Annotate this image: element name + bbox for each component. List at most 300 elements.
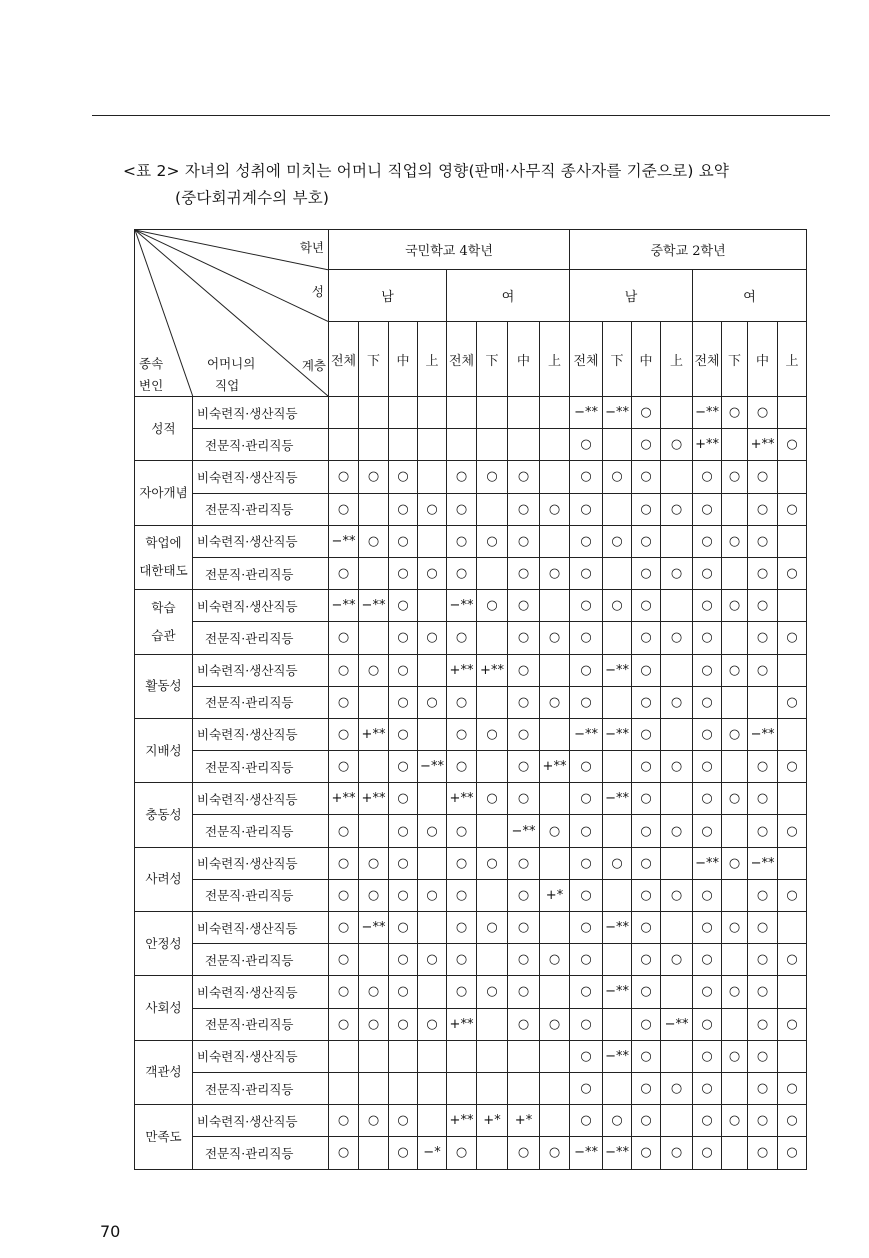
coefficient-sign-cell: ○ bbox=[359, 654, 389, 686]
coefficient-sign-cell: ○ bbox=[389, 783, 418, 815]
coefficient-sign-cell: ○ bbox=[418, 622, 447, 654]
coefficient-sign-cell: ○ bbox=[722, 397, 748, 429]
coefficient-sign-cell: ○ bbox=[722, 1040, 748, 1072]
coefficient-sign-cell: ○ bbox=[570, 879, 603, 911]
coefficient-sign-cell: ○ bbox=[570, 944, 603, 976]
coefficient-sign-cell: +* bbox=[477, 1105, 508, 1137]
coefficient-sign-cell: ○ bbox=[603, 847, 632, 879]
coefficient-sign-cell bbox=[418, 429, 447, 461]
coefficient-sign-cell: ○ bbox=[477, 912, 508, 944]
coefficient-sign-cell: ○ bbox=[447, 718, 477, 750]
coefficient-sign-cell: ○ bbox=[722, 590, 748, 622]
coefficient-sign-cell bbox=[329, 1040, 359, 1072]
coefficient-sign-cell: ○ bbox=[661, 557, 693, 589]
class-header: 上 bbox=[418, 322, 447, 397]
coefficient-sign-cell: −** bbox=[603, 783, 632, 815]
coefficient-sign-cell: ○ bbox=[447, 976, 477, 1008]
dependent-label-1: 종속 bbox=[139, 356, 164, 371]
coefficient-sign-cell: ○ bbox=[693, 718, 722, 750]
coefficient-sign-cell: ○ bbox=[329, 879, 359, 911]
coefficient-sign-cell bbox=[722, 751, 748, 783]
coefficient-sign-cell bbox=[359, 815, 389, 847]
coefficient-sign-cell: +** bbox=[693, 429, 722, 461]
coefficient-sign-cell: ○ bbox=[603, 525, 632, 557]
coefficient-sign-cell bbox=[722, 879, 748, 911]
table-row bbox=[135, 686, 807, 718]
occupation-label: 전문직·관리직등 bbox=[193, 686, 329, 718]
coefficient-sign-cell: ○ bbox=[329, 1105, 359, 1137]
coefficient-sign-cell: ○ bbox=[778, 1008, 807, 1040]
coefficient-sign-cell: −** bbox=[329, 525, 359, 557]
coefficient-sign-cell: ○ bbox=[748, 1072, 778, 1104]
coefficient-sign-cell: ○ bbox=[540, 944, 570, 976]
coefficient-sign-cell bbox=[603, 1072, 632, 1104]
coefficient-sign-cell bbox=[359, 429, 389, 461]
mother-label-1: 어머니의 bbox=[207, 356, 256, 371]
coefficient-sign-cell: ○ bbox=[329, 686, 359, 718]
coefficient-sign-cell: ○ bbox=[778, 429, 807, 461]
coefficient-sign-cell: ○ bbox=[693, 654, 722, 686]
occupation-label: 전문직·관리직등 bbox=[193, 493, 329, 525]
coefficient-sign-cell: ○ bbox=[447, 944, 477, 976]
coefficient-sign-cell bbox=[359, 622, 389, 654]
coefficient-sign-cell bbox=[477, 879, 508, 911]
coefficient-sign-cell: +** bbox=[540, 751, 570, 783]
coefficient-sign-cell bbox=[778, 590, 807, 622]
dependent-variable-label: 만족도 bbox=[135, 1105, 193, 1169]
dependent-variable-label: 활동성 bbox=[135, 654, 193, 718]
coefficient-sign-cell: ○ bbox=[632, 525, 661, 557]
coefficient-sign-cell bbox=[477, 751, 508, 783]
occupation-label: 비숙련직·생산직등 bbox=[193, 525, 329, 557]
coefficient-sign-cell: ○ bbox=[570, 654, 603, 686]
coefficient-sign-cell bbox=[477, 1040, 508, 1072]
class-label: 계층 bbox=[301, 358, 326, 373]
coefficient-sign-cell: ○ bbox=[329, 944, 359, 976]
coefficient-sign-cell: ○ bbox=[389, 718, 418, 750]
coefficient-sign-cell: ○ bbox=[329, 718, 359, 750]
coefficient-sign-cell bbox=[778, 847, 807, 879]
coefficient-sign-cell bbox=[447, 429, 477, 461]
coefficient-sign-cell: ○ bbox=[329, 751, 359, 783]
coefficient-sign-cell bbox=[418, 1105, 447, 1137]
coefficient-sign-cell: −** bbox=[359, 912, 389, 944]
coefficient-sign-cell: ○ bbox=[632, 429, 661, 461]
coefficient-sign-cell: ○ bbox=[359, 1105, 389, 1137]
coefficient-sign-cell bbox=[540, 783, 570, 815]
coefficient-sign-cell: −** bbox=[748, 718, 778, 750]
occupation-label: 비숙련직·생산직등 bbox=[193, 912, 329, 944]
coefficient-sign-cell: ○ bbox=[661, 1137, 693, 1169]
dependent-variable-label: 사회성 bbox=[135, 976, 193, 1040]
class-header: 下 bbox=[722, 322, 748, 397]
coefficient-sign-cell: ○ bbox=[389, 493, 418, 525]
class-header: 中 bbox=[632, 322, 661, 397]
table-body bbox=[135, 397, 807, 1170]
coefficient-sign-cell: ○ bbox=[359, 879, 389, 911]
coefficient-sign-cell: ○ bbox=[329, 976, 359, 1008]
coefficient-sign-cell bbox=[722, 815, 748, 847]
coefficient-sign-cell: ○ bbox=[748, 751, 778, 783]
coefficient-sign-cell: +* bbox=[508, 1105, 540, 1137]
coefficient-sign-cell: ○ bbox=[540, 622, 570, 654]
coefficient-sign-cell bbox=[329, 1072, 359, 1104]
coefficient-sign-cell bbox=[389, 397, 418, 429]
coefficient-sign-cell: ○ bbox=[447, 622, 477, 654]
occupation-label: 전문직·관리직등 bbox=[193, 751, 329, 783]
coefficient-sign-cell bbox=[540, 976, 570, 1008]
coefficient-sign-cell: ○ bbox=[570, 751, 603, 783]
coefficient-sign-cell: ○ bbox=[570, 493, 603, 525]
coefficient-sign-cell: ○ bbox=[722, 1105, 748, 1137]
coefficient-sign-cell: ○ bbox=[778, 1072, 807, 1104]
dependent-variable-label: 안정성 bbox=[135, 912, 193, 976]
coefficient-sign-cell: ○ bbox=[632, 1105, 661, 1137]
coefficient-sign-cell: ○ bbox=[389, 976, 418, 1008]
coefficient-sign-cell: ○ bbox=[778, 1105, 807, 1137]
coefficient-sign-cell: ○ bbox=[389, 944, 418, 976]
coefficient-sign-cell: ○ bbox=[748, 493, 778, 525]
coefficient-sign-cell bbox=[661, 912, 693, 944]
coefficient-sign-cell: ○ bbox=[693, 1008, 722, 1040]
coefficient-sign-cell: ○ bbox=[508, 1137, 540, 1169]
coefficient-sign-cell bbox=[603, 944, 632, 976]
occupation-label: 비숙련직·생산직등 bbox=[193, 783, 329, 815]
coefficient-sign-cell: ○ bbox=[748, 879, 778, 911]
coefficient-sign-cell: ○ bbox=[661, 686, 693, 718]
coefficient-sign-cell bbox=[661, 525, 693, 557]
coefficient-sign-cell: ○ bbox=[418, 493, 447, 525]
coefficient-sign-cell: ○ bbox=[540, 815, 570, 847]
coefficient-sign-cell bbox=[661, 654, 693, 686]
coefficient-sign-cell: ○ bbox=[693, 944, 722, 976]
coefficient-sign-cell bbox=[359, 1072, 389, 1104]
coefficient-sign-cell bbox=[778, 783, 807, 815]
coefficient-sign-cell: ○ bbox=[748, 1137, 778, 1169]
coefficient-sign-cell: ○ bbox=[661, 879, 693, 911]
coefficient-sign-cell bbox=[447, 1072, 477, 1104]
coefficient-sign-cell: ○ bbox=[748, 912, 778, 944]
coefficient-sign-cell: ○ bbox=[632, 912, 661, 944]
coefficient-sign-cell: −** bbox=[603, 1137, 632, 1169]
coefficient-sign-cell bbox=[722, 686, 748, 718]
coefficient-sign-cell: ○ bbox=[540, 493, 570, 525]
class-header: 전체 bbox=[693, 322, 722, 397]
coefficient-sign-cell: ○ bbox=[693, 686, 722, 718]
coefficient-sign-cell bbox=[418, 397, 447, 429]
coefficient-sign-cell bbox=[661, 461, 693, 493]
coefficient-sign-cell: +** bbox=[748, 429, 778, 461]
coefficient-sign-cell: ○ bbox=[389, 1105, 418, 1137]
coefficient-sign-cell: ○ bbox=[389, 686, 418, 718]
coefficient-sign-cell: ○ bbox=[693, 815, 722, 847]
coefficient-sign-cell: ○ bbox=[722, 525, 748, 557]
coefficient-sign-cell: ○ bbox=[722, 847, 748, 879]
coefficient-sign-cell bbox=[418, 1072, 447, 1104]
coefficient-sign-cell: ○ bbox=[447, 751, 477, 783]
coefficient-sign-cell: ○ bbox=[632, 1040, 661, 1072]
coefficient-sign-cell: ○ bbox=[508, 751, 540, 783]
table-row bbox=[135, 525, 807, 557]
coefficient-sign-cell: ○ bbox=[693, 622, 722, 654]
coefficient-sign-cell: ○ bbox=[329, 654, 359, 686]
coefficient-sign-cell bbox=[418, 461, 447, 493]
coefficient-sign-cell: ○ bbox=[748, 815, 778, 847]
coefficient-sign-cell: ○ bbox=[778, 557, 807, 589]
coefficient-sign-cell: +** bbox=[447, 783, 477, 815]
coefficient-sign-cell: ○ bbox=[693, 1040, 722, 1072]
coefficient-sign-cell: ○ bbox=[570, 429, 603, 461]
table-row bbox=[135, 557, 807, 589]
table-caption bbox=[123, 158, 843, 212]
coefficient-sign-cell bbox=[540, 590, 570, 622]
coefficient-sign-cell: ○ bbox=[748, 557, 778, 589]
coefficient-sign-cell: ○ bbox=[603, 590, 632, 622]
coefficient-sign-cell: ○ bbox=[693, 976, 722, 1008]
class-header: 下 bbox=[603, 322, 632, 397]
coefficient-sign-cell: ○ bbox=[508, 879, 540, 911]
coefficient-sign-cell: ○ bbox=[359, 461, 389, 493]
coefficient-sign-cell: ○ bbox=[778, 493, 807, 525]
coefficient-sign-cell: −* bbox=[418, 1137, 447, 1169]
coefficient-sign-cell: ○ bbox=[570, 1008, 603, 1040]
coefficient-sign-cell bbox=[508, 1072, 540, 1104]
coefficient-sign-cell: ○ bbox=[693, 461, 722, 493]
coefficient-sign-cell: ○ bbox=[508, 1008, 540, 1040]
results-table bbox=[134, 229, 807, 1170]
coefficient-sign-cell: ○ bbox=[632, 397, 661, 429]
coefficient-sign-cell: ○ bbox=[632, 751, 661, 783]
coefficient-sign-cell: ○ bbox=[447, 686, 477, 718]
coefficient-sign-cell: ○ bbox=[570, 783, 603, 815]
top-rule bbox=[92, 115, 830, 116]
coefficient-sign-cell: ○ bbox=[508, 461, 540, 493]
coefficient-sign-cell bbox=[389, 1072, 418, 1104]
coefficient-sign-cell bbox=[778, 461, 807, 493]
table-row bbox=[135, 783, 807, 815]
occupation-label: 전문직·관리직등 bbox=[193, 1072, 329, 1104]
coefficient-sign-cell: ○ bbox=[540, 686, 570, 718]
coefficient-sign-cell: ○ bbox=[477, 976, 508, 1008]
coefficient-sign-cell: ○ bbox=[508, 590, 540, 622]
coefficient-sign-cell: ○ bbox=[632, 1008, 661, 1040]
coefficient-sign-cell: ○ bbox=[329, 622, 359, 654]
coefficient-sign-cell: ○ bbox=[389, 654, 418, 686]
coefficient-sign-cell: ○ bbox=[632, 590, 661, 622]
coefficient-sign-cell: −** bbox=[603, 912, 632, 944]
class-header: 中 bbox=[508, 322, 540, 397]
coefficient-sign-cell bbox=[603, 815, 632, 847]
coefficient-sign-cell bbox=[418, 525, 447, 557]
coefficient-sign-cell bbox=[778, 976, 807, 1008]
coefficient-sign-cell: ○ bbox=[722, 912, 748, 944]
table-row bbox=[135, 1008, 807, 1040]
coefficient-sign-cell: ○ bbox=[632, 686, 661, 718]
coefficient-sign-cell bbox=[508, 429, 540, 461]
coefficient-sign-cell: ○ bbox=[632, 557, 661, 589]
coefficient-sign-cell: ○ bbox=[508, 718, 540, 750]
coefficient-sign-cell: ○ bbox=[477, 461, 508, 493]
coefficient-sign-cell: ○ bbox=[748, 783, 778, 815]
class-header: 上 bbox=[661, 322, 693, 397]
dependent-label-2: 변인 bbox=[139, 378, 164, 393]
class-header: 中 bbox=[389, 322, 418, 397]
coefficient-sign-cell bbox=[359, 397, 389, 429]
coefficient-sign-cell bbox=[477, 686, 508, 718]
coefficient-sign-cell: ○ bbox=[329, 461, 359, 493]
coefficient-sign-cell: ○ bbox=[418, 944, 447, 976]
coefficient-sign-cell: ○ bbox=[447, 815, 477, 847]
occupation-label: 비숙련직·생산직등 bbox=[193, 461, 329, 493]
coefficient-sign-cell: ○ bbox=[447, 879, 477, 911]
coefficient-sign-cell: ○ bbox=[477, 590, 508, 622]
class-header: 上 bbox=[778, 322, 807, 397]
table-row bbox=[135, 751, 807, 783]
coefficient-sign-cell: ○ bbox=[693, 557, 722, 589]
coefficient-sign-cell bbox=[722, 493, 748, 525]
coefficient-sign-cell: ○ bbox=[329, 912, 359, 944]
coefficient-sign-cell: +** bbox=[359, 783, 389, 815]
coefficient-sign-cell: ○ bbox=[722, 976, 748, 1008]
occupation-label: 전문직·관리직등 bbox=[193, 944, 329, 976]
coefficient-sign-cell bbox=[477, 815, 508, 847]
coefficient-sign-cell: ○ bbox=[570, 1040, 603, 1072]
coefficient-sign-cell: ○ bbox=[477, 718, 508, 750]
coefficient-sign-cell: +* bbox=[540, 879, 570, 911]
table-row bbox=[135, 461, 807, 493]
coefficient-sign-cell bbox=[748, 686, 778, 718]
coefficient-sign-cell: −** bbox=[603, 397, 632, 429]
coefficient-sign-cell bbox=[389, 1040, 418, 1072]
coefficient-sign-cell: ○ bbox=[722, 783, 748, 815]
grade-header-elementary: 국민학교 4학년 bbox=[329, 230, 570, 270]
coefficient-sign-cell bbox=[603, 493, 632, 525]
table-row bbox=[135, 654, 807, 686]
coefficient-sign-cell: ○ bbox=[418, 879, 447, 911]
coefficient-sign-cell bbox=[418, 976, 447, 1008]
class-header: 전체 bbox=[447, 322, 477, 397]
coefficient-sign-cell bbox=[661, 718, 693, 750]
coefficient-sign-cell bbox=[359, 493, 389, 525]
coefficient-sign-cell: ○ bbox=[540, 1008, 570, 1040]
coefficient-sign-cell bbox=[418, 783, 447, 815]
coefficient-sign-cell bbox=[477, 493, 508, 525]
coefficient-sign-cell: ○ bbox=[632, 622, 661, 654]
coefficient-sign-cell: ○ bbox=[632, 1072, 661, 1104]
coefficient-sign-cell bbox=[540, 1105, 570, 1137]
occupation-label: 전문직·관리직등 bbox=[193, 815, 329, 847]
coefficient-sign-cell bbox=[508, 1040, 540, 1072]
coefficient-sign-cell bbox=[540, 847, 570, 879]
coefficient-sign-cell: ○ bbox=[570, 622, 603, 654]
coefficient-sign-cell bbox=[722, 1072, 748, 1104]
coefficient-sign-cell: ○ bbox=[661, 944, 693, 976]
coefficient-sign-cell: ○ bbox=[540, 1137, 570, 1169]
coefficient-sign-cell: ○ bbox=[447, 493, 477, 525]
table-row bbox=[135, 590, 807, 622]
table-row bbox=[135, 718, 807, 750]
coefficient-sign-cell: ○ bbox=[329, 1137, 359, 1169]
class-header: 전체 bbox=[329, 322, 359, 397]
coefficient-sign-cell: ○ bbox=[570, 557, 603, 589]
coefficient-sign-cell: ○ bbox=[661, 751, 693, 783]
coefficient-sign-cell: ○ bbox=[632, 718, 661, 750]
coefficient-sign-cell bbox=[540, 429, 570, 461]
coefficient-sign-cell bbox=[359, 944, 389, 976]
coefficient-sign-cell: ○ bbox=[389, 525, 418, 557]
coefficient-sign-cell bbox=[661, 783, 693, 815]
coefficient-sign-cell bbox=[540, 525, 570, 557]
coefficient-sign-cell: ○ bbox=[778, 879, 807, 911]
coefficient-sign-cell: ○ bbox=[632, 461, 661, 493]
coefficient-sign-cell bbox=[329, 429, 359, 461]
coefficient-sign-cell: ○ bbox=[508, 944, 540, 976]
occupation-label: 전문직·관리직등 bbox=[193, 429, 329, 461]
occupation-label: 전문직·관리직등 bbox=[193, 557, 329, 589]
table-row bbox=[135, 912, 807, 944]
coefficient-sign-cell: ○ bbox=[418, 686, 447, 718]
coefficient-sign-cell: ○ bbox=[722, 718, 748, 750]
table-row bbox=[135, 944, 807, 976]
coefficient-sign-cell: ○ bbox=[359, 525, 389, 557]
coefficient-sign-cell: ○ bbox=[359, 1008, 389, 1040]
coefficient-sign-cell: −** bbox=[329, 590, 359, 622]
coefficient-sign-cell: ○ bbox=[389, 847, 418, 879]
coefficient-sign-cell: +** bbox=[329, 783, 359, 815]
coefficient-sign-cell bbox=[603, 879, 632, 911]
coefficient-sign-cell: −** bbox=[693, 847, 722, 879]
coefficient-sign-cell: ○ bbox=[748, 590, 778, 622]
coefficient-sign-cell: ○ bbox=[477, 847, 508, 879]
coefficient-sign-cell: ○ bbox=[570, 815, 603, 847]
occupation-label: 비숙련직·생산직등 bbox=[193, 847, 329, 879]
coefficient-sign-cell: ○ bbox=[748, 1040, 778, 1072]
coefficient-sign-cell: ○ bbox=[389, 815, 418, 847]
coefficient-sign-cell: ○ bbox=[570, 686, 603, 718]
coefficient-sign-cell bbox=[540, 718, 570, 750]
dependent-variable-label: 지배성 bbox=[135, 718, 193, 782]
coefficient-sign-cell: −** bbox=[748, 847, 778, 879]
class-header: 中 bbox=[748, 322, 778, 397]
coefficient-sign-cell bbox=[418, 654, 447, 686]
coefficient-sign-cell: ○ bbox=[329, 493, 359, 525]
coefficient-sign-cell: ○ bbox=[661, 1072, 693, 1104]
coefficient-sign-cell bbox=[477, 1137, 508, 1169]
coefficient-sign-cell: ○ bbox=[570, 1105, 603, 1137]
gender-header: 남 bbox=[570, 270, 693, 322]
coefficient-sign-cell bbox=[359, 557, 389, 589]
coefficient-sign-cell: ○ bbox=[389, 1008, 418, 1040]
table-row bbox=[135, 1040, 807, 1072]
coefficient-sign-cell bbox=[418, 590, 447, 622]
coefficient-sign-cell: −** bbox=[570, 1137, 603, 1169]
table-row bbox=[135, 1105, 807, 1137]
coefficient-sign-cell: ○ bbox=[389, 557, 418, 589]
coefficient-sign-cell: ○ bbox=[508, 912, 540, 944]
coefficient-sign-cell: ○ bbox=[748, 461, 778, 493]
coefficient-sign-cell bbox=[477, 557, 508, 589]
coefficient-sign-cell: ○ bbox=[693, 1137, 722, 1169]
coefficient-sign-cell: −** bbox=[693, 397, 722, 429]
coefficient-sign-cell: ○ bbox=[748, 622, 778, 654]
coefficient-sign-cell: ○ bbox=[748, 1105, 778, 1137]
coefficient-sign-cell: ○ bbox=[389, 751, 418, 783]
dependent-variable-label: 성적 bbox=[135, 397, 193, 461]
coefficient-sign-cell: −** bbox=[418, 751, 447, 783]
coefficient-sign-cell: +** bbox=[359, 718, 389, 750]
occupation-label: 전문직·관리직등 bbox=[193, 879, 329, 911]
coefficient-sign-cell: ○ bbox=[693, 525, 722, 557]
